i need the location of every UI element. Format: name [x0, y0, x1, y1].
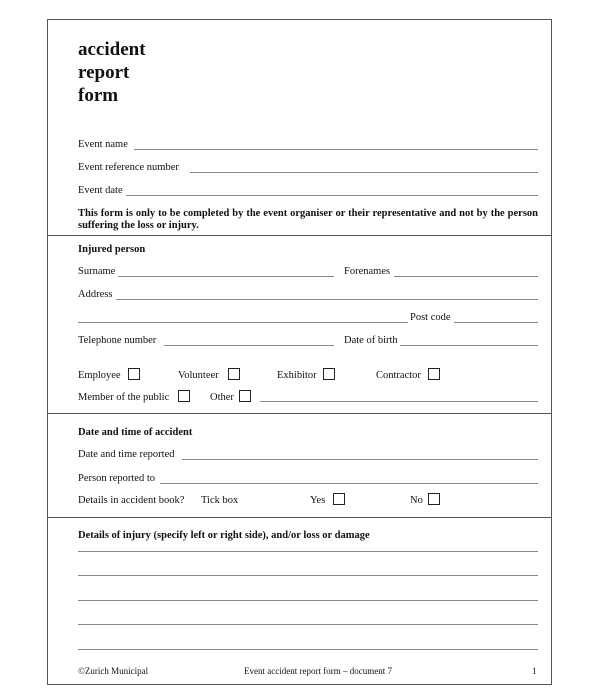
accident-book-label: Details in accident book? — [78, 495, 185, 506]
injured-person-heading: Injured person — [78, 244, 146, 255]
contractor-label: Contractor — [376, 370, 421, 381]
section-divider — [48, 413, 551, 414]
postcode-field[interactable] — [454, 322, 538, 323]
address-field-line-2[interactable] — [78, 322, 408, 323]
telephone-field[interactable] — [164, 345, 334, 346]
event-date-label: Event date — [78, 185, 123, 196]
contractor-checkbox[interactable] — [428, 368, 440, 380]
completion-notice: This form is only to be completed by the event organiser or their representative and not by the person suffering the loss or injury. — [78, 208, 538, 231]
forenames-label: Forenames — [344, 266, 391, 277]
form-page — [47, 19, 552, 685]
event-name-field[interactable] — [134, 149, 538, 150]
footer-page-number: 1 — [532, 666, 537, 676]
yes-label: Yes — [310, 495, 326, 506]
exhibitor-label: Exhibitor — [277, 370, 317, 381]
injury-details-line[interactable] — [78, 600, 538, 601]
telephone-label: Telephone number — [78, 335, 157, 346]
footer-copyright: ©Zurich Municipal — [78, 666, 149, 676]
date-reported-label: Date and time reported — [78, 449, 175, 460]
dob-label: Date of birth — [344, 335, 398, 346]
other-details-field[interactable] — [260, 401, 538, 402]
event-reference-field[interactable] — [190, 172, 538, 173]
reported-to-label: Person reported to — [78, 473, 155, 484]
event-reference-label: Event reference number — [78, 162, 179, 173]
volunteer-label: Volunteer — [178, 370, 219, 381]
dob-field[interactable] — [400, 345, 538, 346]
form-title-line-3: form — [78, 85, 119, 106]
section-divider — [48, 235, 551, 236]
section-divider — [48, 517, 551, 518]
injury-details-line[interactable] — [78, 649, 538, 650]
public-label: Member of the public — [78, 392, 170, 403]
no-label: No — [410, 495, 423, 506]
injury-details-heading: Details of injury (specify left or right side), and/or loss or damage — [78, 530, 370, 541]
surname-label: Surname — [78, 266, 116, 277]
event-name-label: Event name — [78, 139, 128, 150]
event-date-field[interactable] — [126, 195, 538, 196]
address-label: Address — [78, 289, 113, 300]
accident-heading: Date and time of accident — [78, 427, 193, 438]
employee-label: Employee — [78, 370, 121, 381]
date-reported-field[interactable] — [182, 459, 538, 460]
injury-details-line[interactable] — [78, 575, 538, 576]
volunteer-checkbox[interactable] — [228, 368, 240, 380]
postcode-label: Post code — [410, 312, 451, 323]
injury-details-line[interactable] — [78, 624, 538, 625]
forenames-field[interactable] — [394, 276, 538, 277]
tick-box-label: Tick box — [201, 495, 239, 506]
footer-document-title: Event accident report form – document 7 — [244, 666, 392, 676]
reported-to-field[interactable] — [160, 483, 538, 484]
surname-field[interactable] — [118, 276, 334, 277]
exhibitor-checkbox[interactable] — [323, 368, 335, 380]
public-checkbox[interactable] — [178, 390, 190, 402]
no-checkbox[interactable] — [428, 493, 440, 505]
address-field-line-1[interactable] — [116, 299, 538, 300]
other-label: Other — [210, 392, 234, 403]
other-checkbox[interactable] — [239, 390, 251, 402]
employee-checkbox[interactable] — [128, 368, 140, 380]
form-title-line-1: accident — [78, 39, 146, 60]
yes-checkbox[interactable] — [333, 493, 345, 505]
injury-details-line[interactable] — [78, 551, 538, 552]
form-title-line-2: report — [78, 62, 130, 83]
